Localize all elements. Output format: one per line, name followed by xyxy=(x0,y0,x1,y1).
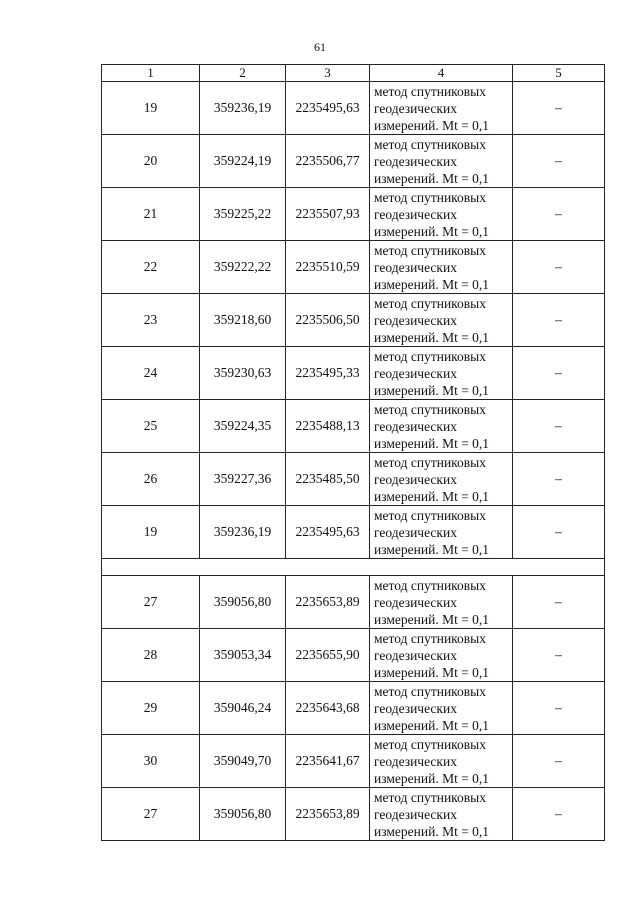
dash-cell: – xyxy=(513,294,605,347)
method-line: геодезических xyxy=(374,700,457,716)
table-row xyxy=(102,188,605,241)
y-coordinate: 2235653,89 xyxy=(286,788,370,841)
method-cell xyxy=(370,576,513,629)
dash-cell: – xyxy=(513,735,605,788)
method-cell xyxy=(370,629,513,682)
method-line: геодезических xyxy=(374,100,457,116)
method-line: измерений. Mt = 0,1 xyxy=(374,770,490,786)
header-col-3: 3 xyxy=(286,65,370,82)
method-line: измерений. Mt = 0,1 xyxy=(374,382,490,398)
header-col-4: 4 xyxy=(370,65,513,82)
method-line: измерений. Mt = 0,1 xyxy=(374,541,490,557)
method-line: геодезических xyxy=(374,259,457,275)
header-col-1: 1 xyxy=(102,65,200,82)
method-line: геодезических xyxy=(374,594,457,610)
x-coordinate: 359222,22 xyxy=(200,241,286,294)
point-number: 24 xyxy=(102,347,200,400)
y-coordinate: 2235488,13 xyxy=(286,400,370,453)
y-coordinate: 2235510,59 xyxy=(286,241,370,294)
method-line: измерений. Mt = 0,1 xyxy=(374,170,490,186)
dash-cell: – xyxy=(513,576,605,629)
method-line: геодезических xyxy=(374,418,457,434)
page-number: 61 xyxy=(314,40,326,54)
header-col-5: 5 xyxy=(513,65,605,82)
x-coordinate: 359236,19 xyxy=(200,82,286,135)
method-line: геодезических xyxy=(374,524,457,540)
method-line: метод спутниковых xyxy=(374,736,486,752)
method-line: метод спутниковых xyxy=(374,401,486,417)
method-line: геодезических xyxy=(374,806,457,822)
x-coordinate: 359053,34 xyxy=(200,629,286,682)
method-line: метод спутниковых xyxy=(374,242,486,258)
method-line: измерений. Mt = 0,1 xyxy=(374,276,490,292)
table-row xyxy=(102,347,605,400)
method-cell xyxy=(370,400,513,453)
y-coordinate: 2235643,68 xyxy=(286,682,370,735)
method-line: метод спутниковых xyxy=(374,683,486,699)
x-coordinate: 359046,24 xyxy=(200,682,286,735)
y-coordinate: 2235495,63 xyxy=(286,82,370,135)
y-coordinate: 2235655,90 xyxy=(286,629,370,682)
point-number: 21 xyxy=(102,188,200,241)
table-row xyxy=(102,576,605,629)
dash-cell: – xyxy=(513,506,605,559)
table-row xyxy=(102,629,605,682)
x-coordinate: 359227,36 xyxy=(200,453,286,506)
method-line: метод спутниковых xyxy=(374,189,486,205)
point-number: 26 xyxy=(102,453,200,506)
table-row xyxy=(102,506,605,559)
separator-cell xyxy=(102,559,605,576)
point-number: 20 xyxy=(102,135,200,188)
y-coordinate: 2235507,93 xyxy=(286,188,370,241)
dash-cell: – xyxy=(513,82,605,135)
point-number: 30 xyxy=(102,735,200,788)
x-coordinate: 359049,70 xyxy=(200,735,286,788)
table-row xyxy=(102,788,605,841)
x-coordinate: 359224,19 xyxy=(200,135,286,188)
x-coordinate: 359225,22 xyxy=(200,188,286,241)
dash-cell: – xyxy=(513,629,605,682)
method-cell xyxy=(370,788,513,841)
header-col-2: 2 xyxy=(200,65,286,82)
method-line: метод спутниковых xyxy=(374,577,486,593)
method-line: метод спутниковых xyxy=(374,348,486,364)
y-coordinate: 2235485,50 xyxy=(286,453,370,506)
method-line: метод спутниковых xyxy=(374,295,486,311)
method-line: метод спутниковых xyxy=(374,83,486,99)
method-cell xyxy=(370,135,513,188)
method-line: метод спутниковых xyxy=(374,507,486,523)
x-coordinate: 359056,80 xyxy=(200,788,286,841)
method-cell xyxy=(370,347,513,400)
method-line: геодезических xyxy=(374,206,457,222)
table-row xyxy=(102,135,605,188)
method-cell xyxy=(370,506,513,559)
separator-row xyxy=(102,559,605,576)
method-line: измерений. Mt = 0,1 xyxy=(374,717,490,733)
method-line: измерений. Mt = 0,1 xyxy=(374,117,490,133)
point-number: 28 xyxy=(102,629,200,682)
method-cell xyxy=(370,241,513,294)
method-cell xyxy=(370,453,513,506)
method-cell xyxy=(370,294,513,347)
method-line: геодезических xyxy=(374,365,457,381)
method-cell xyxy=(370,82,513,135)
point-number: 27 xyxy=(102,576,200,629)
method-line: метод спутниковых xyxy=(374,136,486,152)
method-line: метод спутниковых xyxy=(374,454,486,470)
x-coordinate: 359218,60 xyxy=(200,294,286,347)
point-number: 22 xyxy=(102,241,200,294)
method-line: метод спутниковых xyxy=(374,789,486,805)
method-line: измерений. Mt = 0,1 xyxy=(374,823,490,839)
coordinates-table xyxy=(101,64,605,841)
point-number: 27 xyxy=(102,788,200,841)
point-number: 23 xyxy=(102,294,200,347)
y-coordinate: 2235506,50 xyxy=(286,294,370,347)
table-row xyxy=(102,400,605,453)
y-coordinate: 2235653,89 xyxy=(286,576,370,629)
x-coordinate: 359236,19 xyxy=(200,506,286,559)
point-number: 19 xyxy=(102,506,200,559)
method-line: геодезических xyxy=(374,153,457,169)
table-row xyxy=(102,241,605,294)
dash-cell: – xyxy=(513,400,605,453)
method-line: геодезических xyxy=(374,312,457,328)
y-coordinate: 2235495,33 xyxy=(286,347,370,400)
method-line: измерений. Mt = 0,1 xyxy=(374,664,490,680)
method-line: измерений. Mt = 0,1 xyxy=(374,329,490,345)
method-line: геодезических xyxy=(374,753,457,769)
dash-cell: – xyxy=(513,188,605,241)
method-line: измерений. Mt = 0,1 xyxy=(374,611,490,627)
y-coordinate: 2235495,63 xyxy=(286,506,370,559)
coordinates-table-body xyxy=(102,65,605,841)
y-coordinate: 2235641,67 xyxy=(286,735,370,788)
dash-cell: – xyxy=(513,135,605,188)
table-row xyxy=(102,294,605,347)
table-row xyxy=(102,453,605,506)
method-cell xyxy=(370,682,513,735)
point-number: 25 xyxy=(102,400,200,453)
dash-cell: – xyxy=(513,241,605,294)
method-line: метод спутниковых xyxy=(374,630,486,646)
table-row xyxy=(102,82,605,135)
x-coordinate: 359224,35 xyxy=(200,400,286,453)
table-row xyxy=(102,735,605,788)
header-row xyxy=(102,65,605,82)
point-number: 19 xyxy=(102,82,200,135)
method-cell xyxy=(370,735,513,788)
method-line: измерений. Mt = 0,1 xyxy=(374,435,490,451)
dash-cell: – xyxy=(513,347,605,400)
method-line: измерений. Mt = 0,1 xyxy=(374,488,490,504)
dash-cell: – xyxy=(513,788,605,841)
y-coordinate: 2235506,77 xyxy=(286,135,370,188)
method-line: измерений. Mt = 0,1 xyxy=(374,223,490,239)
point-number: 29 xyxy=(102,682,200,735)
x-coordinate: 359056,80 xyxy=(200,576,286,629)
method-cell xyxy=(370,188,513,241)
dash-cell: – xyxy=(513,682,605,735)
dash-cell: – xyxy=(513,453,605,506)
method-line: геодезических xyxy=(374,647,457,663)
method-line: геодезических xyxy=(374,471,457,487)
table-row xyxy=(102,682,605,735)
x-coordinate: 359230,63 xyxy=(200,347,286,400)
